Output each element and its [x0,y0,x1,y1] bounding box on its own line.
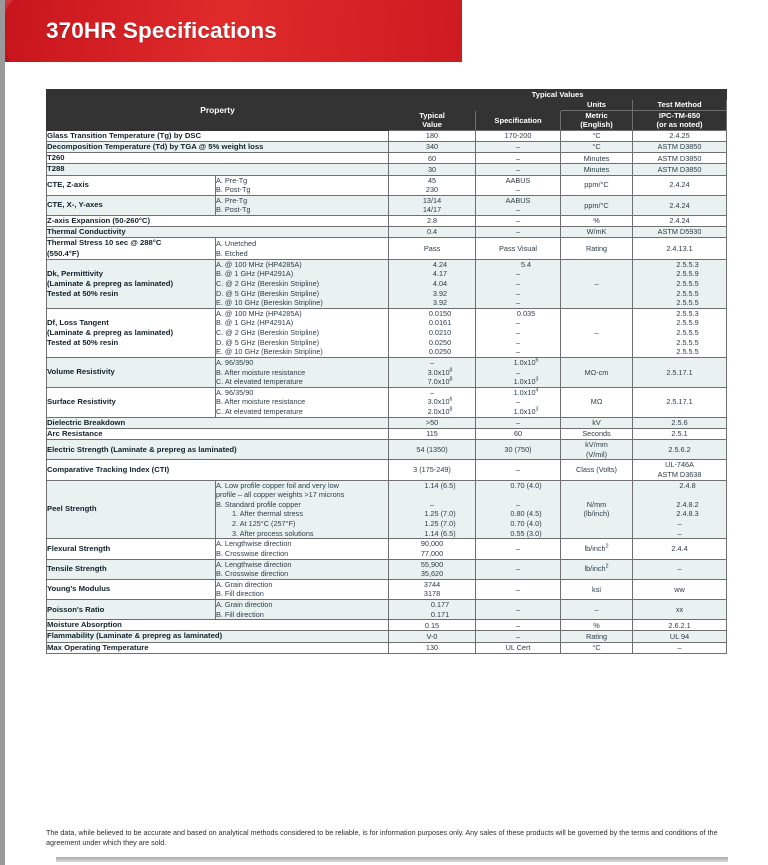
left-grey-rail [0,0,5,865]
table-row [47,440,727,460]
table-row [47,460,727,480]
header-ipc-tm-650 [633,110,727,130]
row-typical-value: – $3.0x10^6$ $2.0x10^8$ [389,387,476,417]
table-row [47,238,727,259]
row-subproperty: A. Unetched B. Etched [216,238,389,259]
row-typical-value: 13/14 14/17 [389,195,476,215]
row-specification: $1.0x10^6$ – $1.0x10^3$ [476,357,561,387]
row-specification: – [476,539,561,559]
row-units: °C [561,142,633,153]
row-subproperty: A. Pre-Tg B. Post-Tg [216,175,389,195]
row-subproperty: A. @ 100 MHz (HP4285A) B. @ 1 GHz (HP4291A) C. @ 2 GHz (Bereskin Stripline) D. @ 5 GHz (Bereskin Stripline) E. @ 10 GHz (Bereskin Stripline) [216,259,389,308]
specifications-table [46,89,727,654]
table-row [47,259,727,308]
row-typical-value: 54 (1350) [389,440,476,460]
row-property: Df, Loss Tangent (Laminate & prepreg as laminated) Tested at 50% resin [47,308,216,357]
row-typical-value: Pass [389,238,476,259]
row-units: ppm/°C [561,195,633,215]
row-test-method: – [633,642,727,653]
row-subproperty: A. 96/35/90 B. After moisture resistance C. At elevated temperature [216,357,389,387]
row-test-method: 2.5.5.3 2.5.5.9 2.5.5.5 2.5.5.5 2.5.5.5 [633,308,727,357]
header-test-method: Test Method [633,100,727,110]
table-row [47,195,727,215]
table-row [47,387,727,417]
row-test-method: 2.5.17.1 [633,357,727,387]
row-specification: $1.0x10^4$ – $1.0x10^3$ [476,387,561,417]
row-units: Class (Volts) [561,460,633,480]
row-units: Minutes [561,153,633,164]
row-typical-value: >50 [389,417,476,428]
row-typical-value: 2.8 [389,216,476,227]
row-specification: – [476,417,561,428]
row-test-method: 2.6.2.1 [633,620,727,631]
table-row [47,164,727,175]
row-property: T260 [47,153,389,164]
row-test-method: 2.4.8 2.4.8.2 2.4.8.3 – – [633,480,727,539]
row-property: Flammability (Laminate & prepreg as laminated) [47,631,389,642]
table-row [47,600,727,620]
row-units: % [561,620,633,631]
row-specification: – [476,153,561,164]
row-units: W/mK [561,227,633,238]
row-typical-value: 0.15 [389,620,476,631]
row-typical-value: 0.0150 0.0161 0.0210 0.0250 0.0250 [389,308,476,357]
row-test-method: 2.5.6.2 [633,440,727,460]
row-typical-value: V-0 [389,631,476,642]
disclaimer-footnote: The data, while believed to be accurate and based on analytical methods considered to be reliable, is for information purposes only. Any sales of these products will be governed by the terms and conditions of the agreement under which they are sold. [46,828,718,848]
row-subproperty: A. Grain direction B. Fill direction [216,600,389,620]
row-test-method: ASTM D3850 [633,153,727,164]
header-typical-value [389,110,476,130]
header-row-1 [47,90,727,100]
table-row [47,308,727,357]
row-specification: 5.4 – – – – [476,259,561,308]
row-subproperty: A. @ 100 MHz (HP4285A) B. @ 1 GHz (HP4291A) C. @ 2 GHz (Bereskin Stripline) D. @ 5 GHz (Bereskin Stripline) E. @ 10 GHz (Bereskin Stripline) [216,308,389,357]
row-test-method: 2.5.5.3 2.5.5.9 2.5.5.5 2.5.5.5 2.5.5.5 [633,259,727,308]
row-subproperty: A. Grain direction B. Fill direction [216,579,389,599]
header-metric-line1: Metric [585,110,608,120]
row-specification: – [476,216,561,227]
row-units: MΩ [561,387,633,417]
row-property: Dk, Permittivity (Laminate & prepreg as laminated) Tested at 50% resin [47,259,216,308]
header-banner [5,0,462,62]
row-subproperty: A. Lengthwise direction B. Crosswise direction [216,539,389,559]
row-units: – [561,600,633,620]
row-typical-value: 0.4 [389,227,476,238]
page-title: 370HR Specifications [46,18,277,43]
row-units: °C [561,130,633,141]
header-typical-values: Typical Values [389,90,727,100]
specifications-table-wrapper [46,89,726,654]
row-typical-value: 45 230 [389,175,476,195]
row-typical-value: 3 (175-249) [389,460,476,480]
table-header [47,90,727,131]
row-property: CTE, X-, Y-axes [47,195,216,215]
row-specification: – [476,579,561,599]
table-row [47,642,727,653]
row-units: ksi [561,579,633,599]
table-row [47,631,727,642]
table-row [47,216,727,227]
row-specification: 0.035 – – – – [476,308,561,357]
row-specification: Pass Visual [476,238,561,259]
row-property: Thermal Conductivity [47,227,389,238]
row-units: – [561,259,633,308]
row-property: Thermal Stress 10 sec @ 288°C (550.4°F) [47,238,216,259]
row-typical-value: 1.14 (6.5) – 1.25 (7.0) 1.25 (7.0) 1.14 (6.5) [389,480,476,539]
row-test-method: – [633,559,727,579]
row-test-method: 2.4.25 [633,130,727,141]
row-property: Glass Transition Temperature (Tg) by DSC [47,130,389,141]
row-specification: – [476,164,561,175]
row-test-method: 2.4.13.1 [633,238,727,259]
row-units: °C [561,642,633,653]
table-row [47,579,727,599]
row-typical-value: 60 [389,153,476,164]
row-units: lb/inch$^2$ [561,559,633,579]
table-row [47,559,727,579]
row-test-method: UL-746A ASTM D3638 [633,460,727,480]
row-units: Rating [561,631,633,642]
header-units: Units [561,100,633,110]
row-specification: 0.70 (4.0) – 0.80 (4.5) 0.70 (4.0) 0.55 (3.0) [476,480,561,539]
header-typical-value-line2: Value [422,120,442,130]
row-units: – [561,308,633,357]
table-row [47,153,727,164]
row-test-method: ww [633,579,727,599]
row-subproperty: A. 96/35/90 B. After moisture resistance C. At elevated temperature [216,387,389,417]
row-units: Rating [561,238,633,259]
row-specification: AABUS – [476,195,561,215]
row-typical-value: 3744 3178 [389,579,476,599]
row-property: Electric Strength (Laminate & prepreg as laminated) [47,440,389,460]
row-property: Max Operating Temperature [47,642,389,653]
row-typical-value: 180 [389,130,476,141]
row-property: Decomposition Temperature (Td) by TGA @ 5% weight loss [47,142,389,153]
row-property: Moisture Absorption [47,620,389,631]
row-test-method: 2.4.24 [633,175,727,195]
row-specification: UL Cert [476,642,561,653]
row-specification: – [476,631,561,642]
row-specification: – [476,227,561,238]
row-test-method: 2.5.6 [633,417,727,428]
row-test-method: 2.4.24 [633,195,727,215]
row-test-method: ASTM D5930 [633,227,727,238]
row-specification: – [476,142,561,153]
row-typical-value: – $3.0x10^8$ $7.0x10^8$ [389,357,476,387]
row-units: Seconds [561,428,633,439]
page-shadow-bar [56,857,728,862]
table-body [47,130,727,653]
row-typical-value: 55,900 35,620 [389,559,476,579]
row-units: N/mm (lb/inch) [561,480,633,539]
row-units: MΩ-cm [561,357,633,387]
row-typical-value: 130 [389,642,476,653]
header-metric-english [561,110,633,130]
row-specification: – [476,600,561,620]
row-specification: AABUS – [476,175,561,195]
row-test-method: 2.5.17.1 [633,387,727,417]
row-property: Dielectric Breakdown [47,417,389,428]
row-property: Flexural Strength [47,539,216,559]
row-property: Tensile Strength [47,559,216,579]
row-specification: – [476,620,561,631]
row-property: Surface Resistivity [47,387,216,417]
row-typical-value: 115 [389,428,476,439]
row-property: Z-axis Expansion (50-260°C) [47,216,389,227]
row-test-method: ASTM D3850 [633,142,727,153]
row-property: Comparative Tracking Index (CTI) [47,460,389,480]
row-property: Poisson's Ratio [47,600,216,620]
row-subproperty: A. Low profile copper foil and very low profile – all copper weights >17 microns B. Standard profile copper 1. After thermal stress 2. At 125°C (257°F) 3. After process solutions [216,480,389,539]
row-subproperty: A. Lengthwise direction B. Crosswise direction [216,559,389,579]
row-typical-value: 30 [389,164,476,175]
row-typical-value: 4.24 4.17 4.04 3.92 3.92 [389,259,476,308]
row-units: ppm/°C [561,175,633,195]
header-typical-value-line1: Typical [419,110,445,120]
row-units: kV [561,417,633,428]
table-row [47,357,727,387]
row-test-method: xx [633,600,727,620]
row-units: kV/mm (V/mil) [561,440,633,460]
row-test-method: 2.4.24 [633,216,727,227]
row-typical-value: 340 [389,142,476,153]
row-specification: 60 [476,428,561,439]
row-subproperty: A. Pre-Tg B. Post-Tg [216,195,389,215]
header-ipc-line2: (or as noted) [656,120,703,130]
row-property: Peel Strength [47,480,216,539]
row-test-method: ASTM D3850 [633,164,727,175]
table-row [47,227,727,238]
header-blank-spacer [389,100,561,110]
header-specification: Specification [476,110,561,130]
table-row [47,620,727,631]
row-units: % [561,216,633,227]
row-property: T288 [47,164,389,175]
table-row [47,130,727,141]
table-row [47,175,727,195]
row-test-method: UL 94 [633,631,727,642]
row-test-method: 2.4.4 [633,539,727,559]
row-specification: 30 (750) [476,440,561,460]
header-ipc-line1: IPC-TM-650 [658,110,701,120]
table-row [47,142,727,153]
row-property: Volume Resistivity [47,357,216,387]
row-property: CTE, Z-axis [47,175,216,195]
table-row [47,428,727,439]
row-property: Arc Resistance [47,428,389,439]
row-property: Young's Modulus [47,579,216,599]
table-row [47,539,727,559]
table-row [47,417,727,428]
row-test-method: 2.5.1 [633,428,727,439]
table-row [47,480,727,539]
header-property: Property [47,90,389,131]
row-units: lb/inch$^2$ [561,539,633,559]
row-units: Minutes [561,164,633,175]
row-typical-value: 0.177 0.171 [389,600,476,620]
row-specification: 170-200 [476,130,561,141]
row-specification: – [476,559,561,579]
row-specification: – [476,460,561,480]
header-metric-line2: (English) [580,120,613,130]
row-typical-value: 90,000 77,000 [389,539,476,559]
